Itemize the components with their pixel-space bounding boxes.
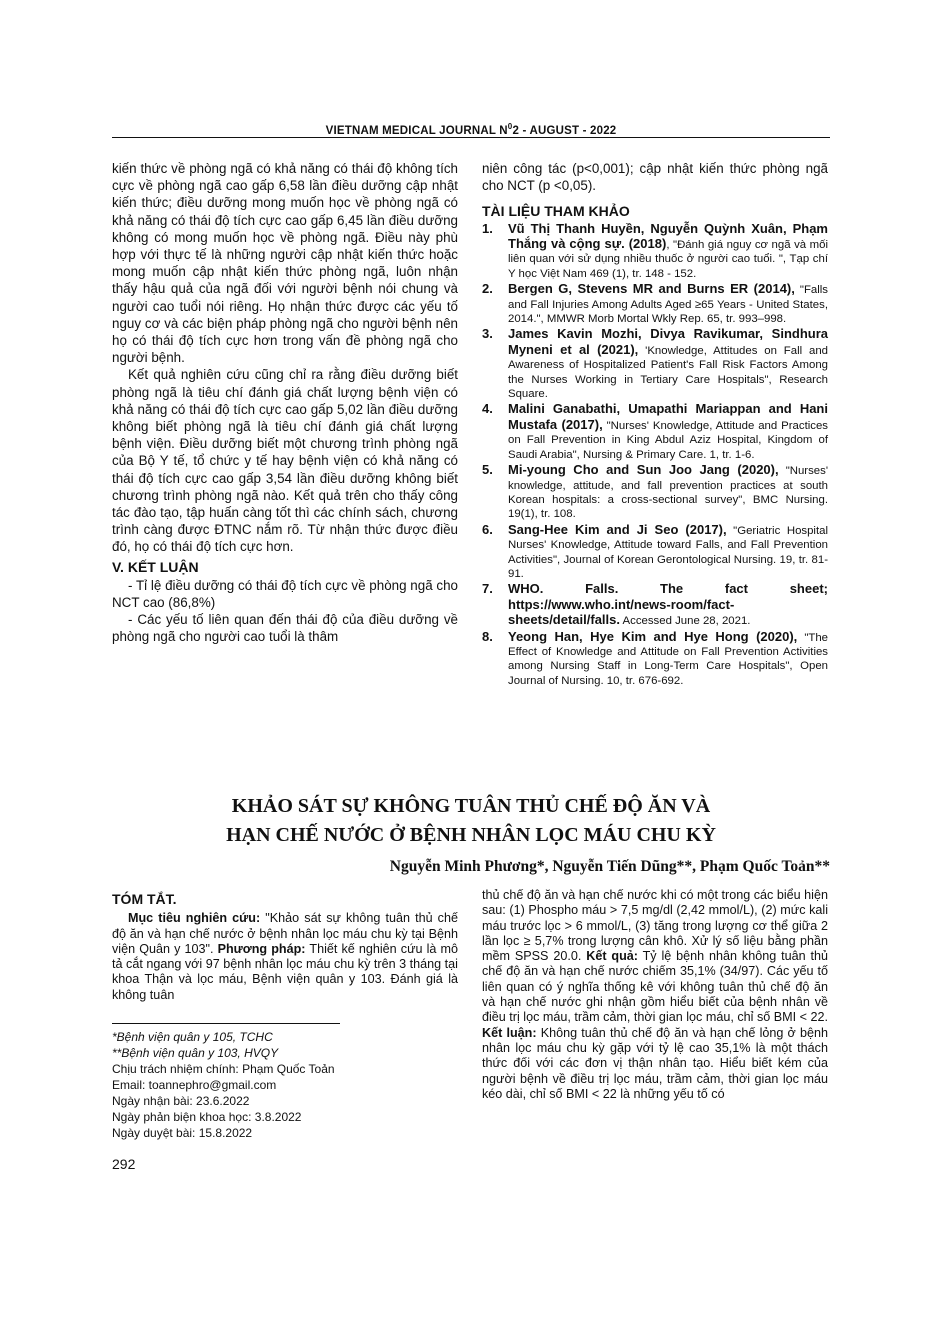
reference-details: , "Đánh giá nguy cơ ngã và mối liên quan với sử dụng nhiều thuốc ở người cao tuổi. ", Tạp chí Y học Việt Nam 469 (1), tr. 148 - 152. xyxy=(508,239,829,280)
reference-item xyxy=(482,222,828,282)
reference-authors: James Kavin Mozhi, Divya Ravikumar, Sindhura Myneni et al (2021), xyxy=(508,326,828,357)
references-list xyxy=(482,222,828,689)
objective-label: Mục tiêu nghiên cứu: xyxy=(128,911,261,926)
article-title-line-1: KHẢO SÁT SỰ KHÔNG TUÂN THỦ CHẾ ĐỘ ĂN VÀ xyxy=(231,795,711,817)
reference-details: "Nurses' Knowledge, Attitude and Practices on Fall Prevention in King Abdul Aziz Hospital, Kingdom of Saudi Arabia", Nursing & Primary Care. 1, tr. 1-6. xyxy=(508,419,828,461)
page-number: 292 xyxy=(112,1156,136,1172)
references-heading: TÀI LIỆU THAM KHẢO xyxy=(482,203,630,220)
reference-number: 4. xyxy=(482,401,493,417)
contact-email[interactable]: Email: toannephro@gmail.com xyxy=(112,1078,277,1092)
method-label: Phương pháp: xyxy=(217,941,306,956)
reference-link[interactable]: WHO. Falls. The fact sheet; https://www.who.int/news-room/fact-sheets/detail/falls. xyxy=(508,581,828,628)
reference-item xyxy=(482,402,828,462)
issue-superscript: 0 xyxy=(507,122,513,131)
reference-number: 1. xyxy=(482,220,493,236)
reference-item xyxy=(482,463,828,522)
conclusion-item-1: - Tỉ lệ điều dưỡng có thái độ tích cực về phòng ngã cho NCT cao (86,8%) xyxy=(112,577,458,611)
reference-details: "The Effect of Knowledge and Attitude on Fall Prevention Activities among Nursing Staff in Long-Term Care Hospitals", Open Journal of Nursing. 10, tr. 676-692. xyxy=(508,631,828,687)
article-authors: Nguyễn Minh Phương*, Nguyễn Tiến Dũng**, Phạm Quốc Toản** xyxy=(389,858,830,875)
abstract-right xyxy=(482,888,828,1102)
footnotes xyxy=(112,1029,458,1141)
affiliation-2: **Bệnh viện quân y 103, HVQY xyxy=(112,1046,279,1060)
reference-details: "Nurses' knowledge, attitude, and fall prevention practices at south Korean hospitals: a cross-sectional survey", BMC Nursing. 19(1), tr. 108. xyxy=(508,465,829,521)
conclusion-text: Không tuân thủ chế độ ăn và hạn chế lỏng ở bệnh nhân lọc máu chu kỳ gặp với tỷ lệ cao 35,1% là một thách thức đối với các đơn vị thận nhân tạo. Hiểu biết kém của người bệnh về điều trị lọc máu, trầm cảm, thời gian lọc máu kéo dài, chỉ số BMI < 22 là những yếu tố có xyxy=(482,1025,828,1101)
reference-item xyxy=(482,582,828,628)
right-column xyxy=(482,160,828,689)
reference-number: 2. xyxy=(482,281,493,297)
reference-number: 8. xyxy=(482,628,493,644)
conclusion-label: Kết luận: xyxy=(482,1025,537,1040)
abstract-paragraph xyxy=(112,911,458,1003)
journal-header xyxy=(112,122,830,137)
reference-authors: Malini Ganabathi, Umapathi Mariappan and Hani Mustafa (2017), xyxy=(508,401,828,432)
reference-number: 5. xyxy=(482,462,493,478)
reference-authors: Bergen G, Stevens MR and Burns ER (2014), xyxy=(508,281,795,297)
journal-name: VIETNAM MEDICAL JOURNAL N xyxy=(325,124,508,137)
received-date: Ngày nhận bài: 23.6.2022 xyxy=(112,1094,250,1108)
review-date: Ngày phản biện khoa học: 3.8.2022 xyxy=(112,1110,302,1124)
abstract-left xyxy=(112,888,458,1003)
method-text: Thiết kế nghiên cứu là mô tả cắt ngang với 97 bệnh nhân lọc máu chu kỳ trên 3 tháng tại khoa Thận và lọc máu, Bệnh viện quân y 103. Đánh giá là không tuân xyxy=(112,941,459,1002)
reference-item xyxy=(482,282,828,326)
header-rule xyxy=(112,137,830,138)
corresponding-author: Chịu trách nhiệm chính: Phạm Quốc Toản xyxy=(112,1062,335,1076)
reference-authors: Vũ Thị Thanh Huyền, Nguyễn Quỳnh Xuân, Phạm Thắng và cộng sự. (2018) xyxy=(508,220,828,252)
reference-details: "Geriatric Hospital Nurses' Knowledge, Attitude toward Falls, and Fall Prevention Activities", Journal of Korean Gerontological Nursing. 19, tr. 81-91. xyxy=(508,524,828,580)
objective-text: "Khảo sát sự không tuân thủ chế độ ăn và hạn chế nước ở bệnh nhân lọc máu chu kỳ tại Bệnh viện Quân y 103". xyxy=(112,911,458,956)
reference-item xyxy=(482,523,828,582)
conclusion-item-2: - Các yếu tố liên quan đến thái độ của điều dưỡng về phòng ngã cho người cao tuổi là thâm xyxy=(112,612,458,645)
reference-number: 7. xyxy=(482,581,493,597)
reference-item xyxy=(482,630,828,689)
abstract-heading: TÓM TẮT. xyxy=(112,891,177,907)
article-title-line-2: HẠN CHẾ NƯỚC Ở BỆNH NHÂN LỌC MÁU CHU KỲ xyxy=(226,824,716,846)
result-label: Kết quả: xyxy=(586,949,638,964)
footnote-rule xyxy=(112,1023,340,1024)
reference-details: Accessed June 28, 2021. xyxy=(620,615,751,628)
issue-date: 2 - AUGUST - 2022 xyxy=(512,124,617,137)
article-title xyxy=(112,792,830,850)
reference-number: 3. xyxy=(482,326,493,342)
conclusion-heading: V. KẾT LUẬN xyxy=(112,558,199,575)
discussion-paragraph-1: kiến thức về phòng ngã có khả năng có thái độ không tích cực về phòng ngã cao gấp 6,58 lần điều dưỡng cập nhật kiến thức; điều dưỡng mong muốn học về phòng ngã có khả năng có thái độ tích cực cao gấp 6,45 lần điều dưỡng không có mong muốn học về phòng ngã. Điều này phù hợp với thực tế là những người cập nhật kiến thức hoặc mong muốn cập nhật kiến thức phòng ngã, luôn nhận thấy hậu quả của ngã đối với người bệnh nói chung và người cao tuổi nói riêng. Họ nhận thức được các yếu tố nguy cơ và các biện pháp phòng ngã cho người bệnh nên họ có thái độ tích cực hơn trong vấn đề phòng ngã cho người bệnh. xyxy=(112,161,458,366)
result-text: Tỷ lệ bệnh nhân không tuân thủ chế độ ăn và hạn chế nước chiếm 35,1% (34/97). Các yếu tố liên quan có ý nghĩa thống kê với không tuân thủ chế độ ăn và hạn chế nước ghi nhận gồm hiểu biết của bệnh nhân về điều trị lọc máu, trầm cảm, thời gian lọc máu, chỉ số BMI < 22. xyxy=(482,949,829,1025)
reference-authors: Mi-young Cho and Sun Joo Jang (2020), xyxy=(508,462,779,478)
accepted-date: Ngày duyệt bài: 15.8.2022 xyxy=(112,1126,253,1140)
left-column xyxy=(112,160,458,646)
abstract-continued xyxy=(482,888,828,1102)
reference-authors: Yeong Han, Hye Kim and Hye Hong (2020), xyxy=(508,628,798,644)
reference-number: 6. xyxy=(482,521,493,537)
discussion-paragraph-2: Kết quả nghiên cứu cũng chỉ ra rằng điều dưỡng biết phòng ngã là tiêu chí đánh giá chất lượng bệnh viện có khả năng có thái độ tích cực cao gấp 5,02 lần điều dưỡng không biết phòng ngã là tiêu chí đánh giá chất lượng bệnh viện. Điều dưỡng biết một chương trình phòng ngã của Bộ Y tế, tổ chức y tế hay bệnh viện có khả năng có thái độ tích cực cao gấp 3,54 lần điều dưỡng không biết chương trình phòng ngã nào. Kết quả trên cho thấy công tác đào tạo, tập huấn càng tốt thì các chính sách, chương trình càng được ĐTNC nắm rõ. Từ nhận thức được điều đó, họ có thái độ tích cực hơn. xyxy=(112,367,458,555)
reference-authors: Sang-Hee Kim and Ji Seo (2017), xyxy=(508,521,727,537)
method-criteria-text: thủ chế độ ăn và hạn chế nước khi có một trong các biểu hiện sau: (1) Phospho máu > 7,5 mg/dl (2,42 mmol/L), (2) mức kali máu trước lọc > 6 mmol/L, (3) tăng trong lượng cơ thể giữa 2 lần lọc ≥ 5,7% trong lượng cân khô. Xử lý số liệu bằng phần mềm SPSS 20.0. xyxy=(482,888,828,964)
affiliation-1: *Bệnh viện quân y 105, TCHC xyxy=(112,1030,273,1044)
reference-item xyxy=(482,327,828,401)
conclusion-continued: niên công tác (p<0,001); cập nhật kiến thức phòng ngã cho NCT (p <0,05). xyxy=(482,161,828,194)
reference-details: 'Knowledge, Attitudes on Fall and Awareness of Hospitalized Patient's Fall Risk Factors Among the Nurses Working in Tertiary Care Hospitals", Research Square. xyxy=(508,344,829,401)
reference-details: "Falls and Fall Injuries Among Adults Aged ≥65 Years - United States, 2014.", MMWR Morb Mortal Wkly Rep. 65, tr. 993–998. xyxy=(508,284,828,326)
